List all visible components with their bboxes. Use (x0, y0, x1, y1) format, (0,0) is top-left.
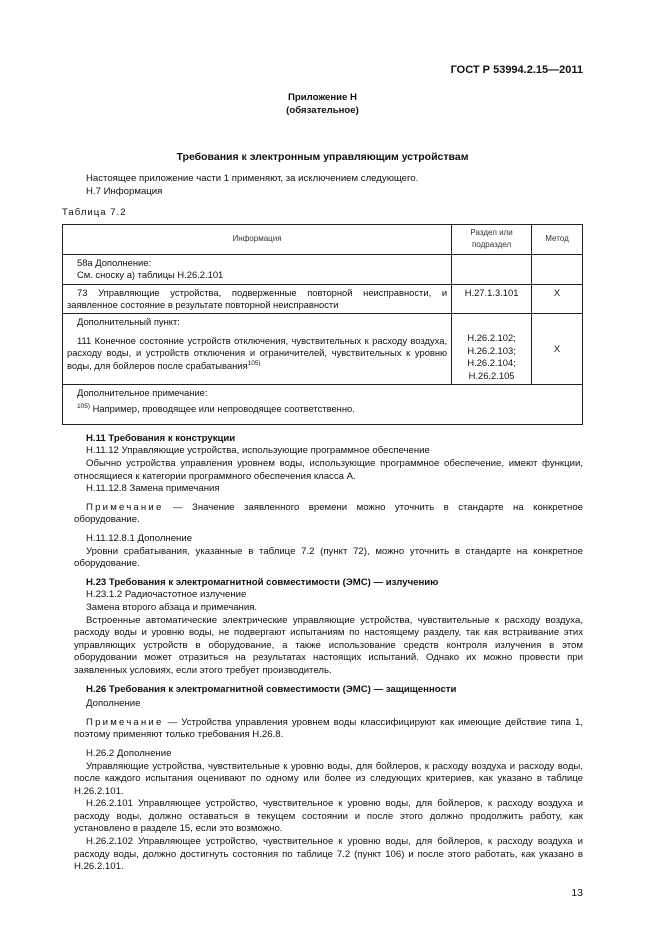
row-info: 73 Управляющие устройства, подверженные повторной неисправности, и заявленное состояние в результате повторной неисправности (67, 286, 448, 310)
appendix-title: Приложение Н (288, 92, 357, 103)
table-row (63, 254, 583, 284)
row-info-title: Дополнительный пункт: (77, 316, 180, 328)
paragraph: Н.26.2.102 Управляющее устройство, чувствительное к уровню воды, для бойлеров, к расходу воздуха и расходу воды, должно достигнуть состояния по таблице 7.2 (пункт 106) и после этого работать, как указано в Н.26.2.101. (74, 836, 583, 873)
paragraph: Н.11.12.8.1 Дополнение (86, 533, 193, 544)
section-h11 (74, 433, 583, 874)
intro-section: Н.7 Информация (86, 185, 163, 197)
note-text: — Устройства управления уровнем воды классифицируют как имеющие действие типа 1, поэтому применяют только требования Н.26.8. (74, 716, 583, 741)
paragraph: Н.11.12 Управляющие устройства, использующие программное обеспечение (86, 445, 430, 457)
header-info: Информация (63, 224, 452, 254)
paragraph: Н.26.2.101 Управляющее устройство, чувствительное к уровню воды, для бойлеров, к расходу воздуха и расходу воды, должно оставаться в текущем состоянии и после этого должно продолжить работу, как установлено в разделе 15, если это возможно. (74, 798, 583, 835)
row-info: 111 Конечное состояние устройств отключения, чувствительных к расходу воздуха, расходу воды, и устройств отключения и ограничителей, чувствительных к уровню воды, для бойлеров после срабатывания (67, 334, 448, 371)
paragraph: Обычно устройства управления уровнем воды, использующие программное обеспечение, имеют функции, относящиеся к категории программного обеспечения класса А. (74, 458, 583, 482)
note-label: Примечание (86, 501, 164, 513)
row-section: Н.26.2.103; (467, 344, 516, 356)
header-method: Метод (532, 224, 583, 254)
appendix-heading: Требования к электронным управляющим устройствам (176, 151, 469, 164)
table-row (63, 385, 583, 425)
paragraph: Уровни срабатывания, указанные в таблице 7.2 (пункт 72), можно уточнить в стандарте на конкретное оборудование. (74, 545, 583, 570)
section-title: Н.26 Требования к электромагнитной совместимости (ЭМС) — защищенности (86, 683, 457, 695)
section-title: Н.23 Требования к электромагнитной совместимости (ЭМС) — излучению (86, 576, 439, 588)
intro-text: Настоящее приложение части 1 применяют, за исключением следующего. (86, 173, 419, 185)
paragraph: Встроенные автоматические электрические управляющие устройства, чувствительные к расходу воздуха, расходу воды и уровню воды, не подвергают испытаниям по настоящему разделу, так как встраивание этих управляющих устройств в оборудование, а также использование средств контроля излучения в этом оборудовании может отразиться на результатах настоящих испытаний. Однако их можно провести при заявленных условиях, если этого требует производитель. (74, 614, 583, 676)
paragraph: Н.11.12.8 Замена примечания (86, 483, 220, 495)
row-method: X (532, 284, 583, 314)
header-section: Раздел или подраздел (452, 224, 532, 254)
row-info: См. сноску а) таблицы Н.26.2.101 (77, 269, 224, 281)
paragraph: Н.26.2 Дополнение (86, 747, 172, 759)
paragraph: Управляющие устройства, чувствительные к уровню воды, для бойлеров, к расходу воздуха и расходу воды, после каждого испытания оценивают по одному или более из следующих критериев, как указано в таблице Н.26.2.101. (74, 760, 583, 797)
document-id: ГОСТ Р 53994.2.15—2011 (450, 64, 583, 76)
page-content (62, 63, 583, 900)
note-text: — Значение заявленного времени можно уточнить в стандарте на конкретное оборудование. (74, 501, 583, 526)
paragraph: Дополнение (86, 698, 141, 710)
row-section: Н.27.1.3.101 (452, 284, 532, 314)
footnote-mark: 105) (77, 403, 91, 411)
info-table (62, 224, 583, 425)
footnote-ref: 105) (247, 359, 261, 367)
appendix-status: (обязательное) (286, 104, 359, 116)
row-info-title: Дополнительное примечание: (77, 387, 208, 399)
row-info: 58а Дополнение: (77, 256, 152, 268)
row-method: X (532, 314, 583, 385)
table-row (63, 284, 583, 314)
row-section: Н.26.2.105 (468, 369, 515, 381)
paragraph: Замена второго абзаца и примечания. (86, 601, 258, 613)
row-section: Н.26.2.104; (467, 357, 516, 369)
page-number: 13 (571, 886, 583, 899)
table-header-row (63, 224, 583, 254)
table-row (63, 314, 583, 385)
table-caption: Таблица 7.2 (62, 207, 127, 219)
footnote-text: Например, проводящее или непроводящее соответственно. (92, 403, 355, 415)
paragraph: Н.23.1.2 Радиочастотное излучение (86, 589, 247, 601)
note-label: Примечание (86, 716, 164, 728)
row-section: Н.26.2.102; (467, 332, 516, 344)
section-title: Н.11 Требования к конструкции (86, 432, 236, 444)
